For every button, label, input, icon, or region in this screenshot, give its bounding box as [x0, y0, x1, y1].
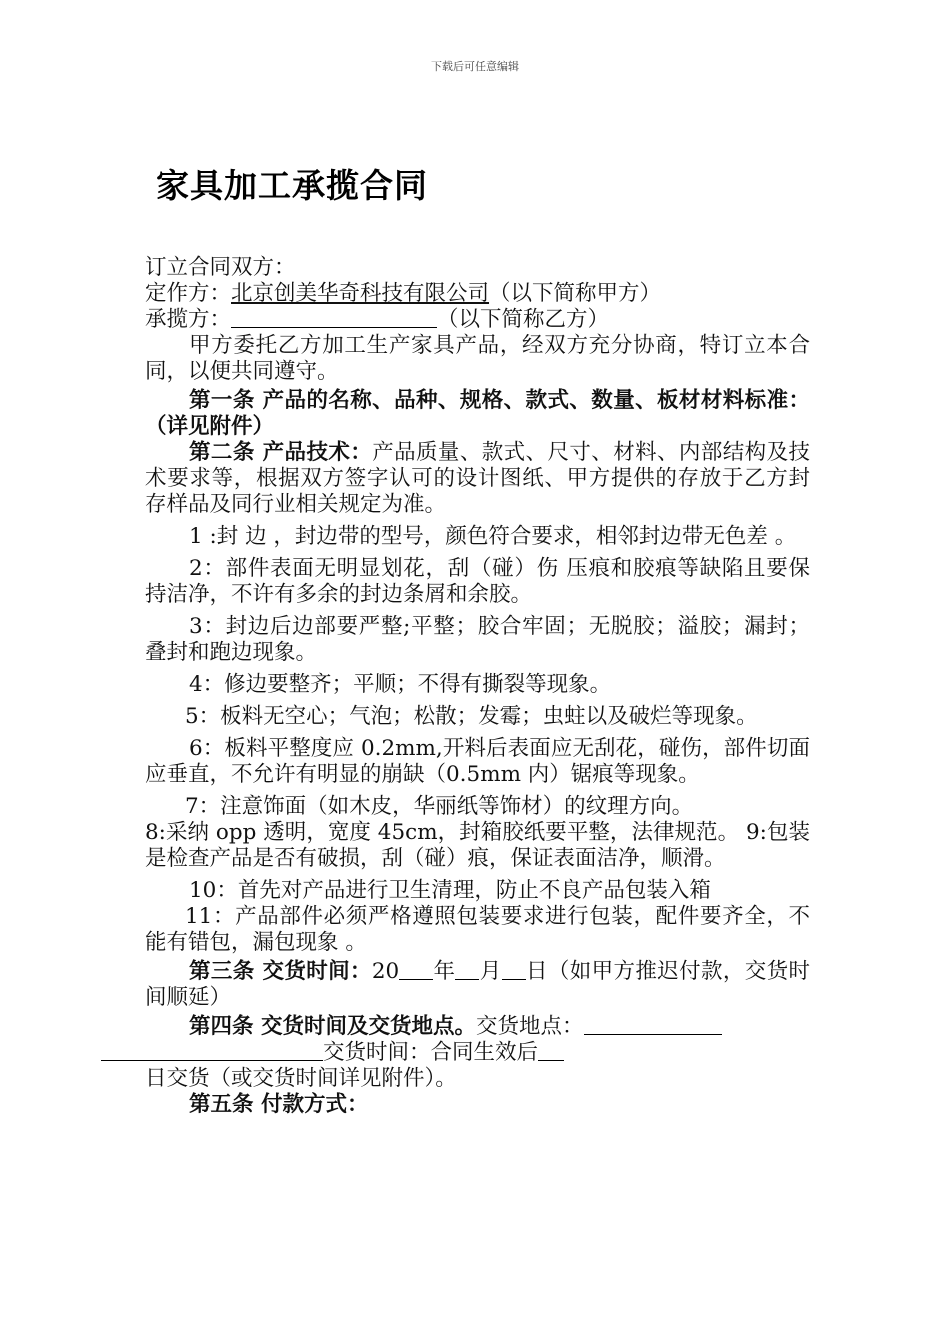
page-header: 下载后可任意编辑 — [431, 60, 519, 73]
party-b-blank — [231, 307, 437, 328]
item-3: 3：封边后边部要严整;平整；胶合牢固；无脱胶；溢胶；漏封；叠封和跑边现象。 — [145, 614, 810, 665]
item-2: 2：部件表面无明显划花，刮（碰）伤 压痕和胶痕等缺陷且要保持洁净，不许有多余的封边条屑和余胶。 — [145, 556, 810, 607]
item-7-8-9 — [145, 794, 810, 872]
party-b-suffix: （以下简称乙方） — [437, 307, 610, 332]
article-5: 第五条 付款方式： — [189, 1092, 369, 1117]
article-4-heading: 第四条 交货时间及交货地点。 — [189, 1014, 476, 1039]
article-4-tail: 日交货（或交货时间详见附件）。 — [145, 1066, 457, 1091]
delivery-days-blank — [538, 1040, 564, 1061]
preamble: 甲方委托乙方加工生产家具产品，经双方充分协商，特订立本合同，以便共同遵守。 — [145, 333, 810, 384]
article-2-body: 产品质量、款式、尺寸、材料、内部结构及技术要求等，根据双方签字认可的设计图纸、甲方提供的存放于乙方封存样品及同行业相关规定为准。 — [145, 440, 810, 517]
item-11: 11：产品部件必须严格遵照包装要求进行包装，配件要齐全，不能有错包，漏包现象 。 — [145, 904, 810, 955]
delivery-place-blank — [584, 1014, 722, 1035]
article-3-note: （如甲方推迟付款，交货时间顺延） — [145, 959, 810, 1010]
item-7: 7：注意饰面（如木皮，华丽纸等饰材）的纹理方向。 — [185, 794, 694, 819]
year-unit: 年 — [433, 959, 456, 984]
delivery-time-label: 交货时间：合同生效后 — [323, 1040, 539, 1065]
month-unit: 月 — [479, 959, 502, 984]
party-b-line — [145, 307, 810, 333]
article-3-year: 20 — [371, 959, 400, 984]
month-blank — [455, 959, 479, 980]
party-a-line — [145, 281, 810, 307]
contract-title: 家具加工承揽合同 — [156, 166, 428, 205]
article-2 — [145, 440, 810, 518]
item-8-9: 8:采纳 opp 透明，宽度 45cm，封箱胶纸要平整，法律规范。 9:包装是检查产品是否有破损，刮（碰）痕，保证表面洁净，顺滑。 — [145, 820, 810, 871]
day-blank — [502, 959, 526, 980]
article-1: 第一条 产品的名称、品种、规格、款式、数量、板材材料标准：（详见附件） — [145, 388, 810, 439]
article-2-heading: 第二条 产品技术： — [189, 440, 373, 465]
party-b-label: 承揽方： — [145, 307, 232, 332]
article-3-heading: 第三条 交货时间： — [189, 959, 372, 984]
item-1: 1 :封 边 ，封边带的型号，颜色符合要求，相邻封边带无色差 。 — [189, 524, 797, 549]
delivery-place-label: 交货地点： — [476, 1014, 584, 1039]
day-unit: 日 — [525, 959, 548, 984]
item-4: 4：修边要整齐；平顺；不得有撕裂等现象。 — [189, 672, 612, 697]
contract-body — [145, 255, 810, 1118]
party-a-suffix: （以下简称甲方） — [489, 281, 662, 306]
party-a-label: 定作方： — [145, 281, 232, 306]
item-10: 10：首先对产品进行卫生清理，防止不良产品包装入箱 — [189, 878, 711, 903]
party-a-name: 北京创美华奇科技有限公司 — [231, 281, 490, 306]
article-4 — [145, 1014, 810, 1066]
article-3 — [145, 959, 810, 1011]
delivery-place-blank-2 — [101, 1040, 323, 1061]
item-6: 6：板料平整度应 0.2mm,开料后表面应无刮花，碰伤，部件切面应垂直，不允许有明显的崩缺（0.5mm 内）锯痕等现象。 — [145, 736, 810, 787]
year-blank — [399, 959, 433, 980]
parties-intro: 订立合同双方： — [145, 255, 296, 280]
item-5: 5：板料无空心；气泡；松散；发霉；虫蛀以及破烂等现象。 — [185, 704, 758, 729]
